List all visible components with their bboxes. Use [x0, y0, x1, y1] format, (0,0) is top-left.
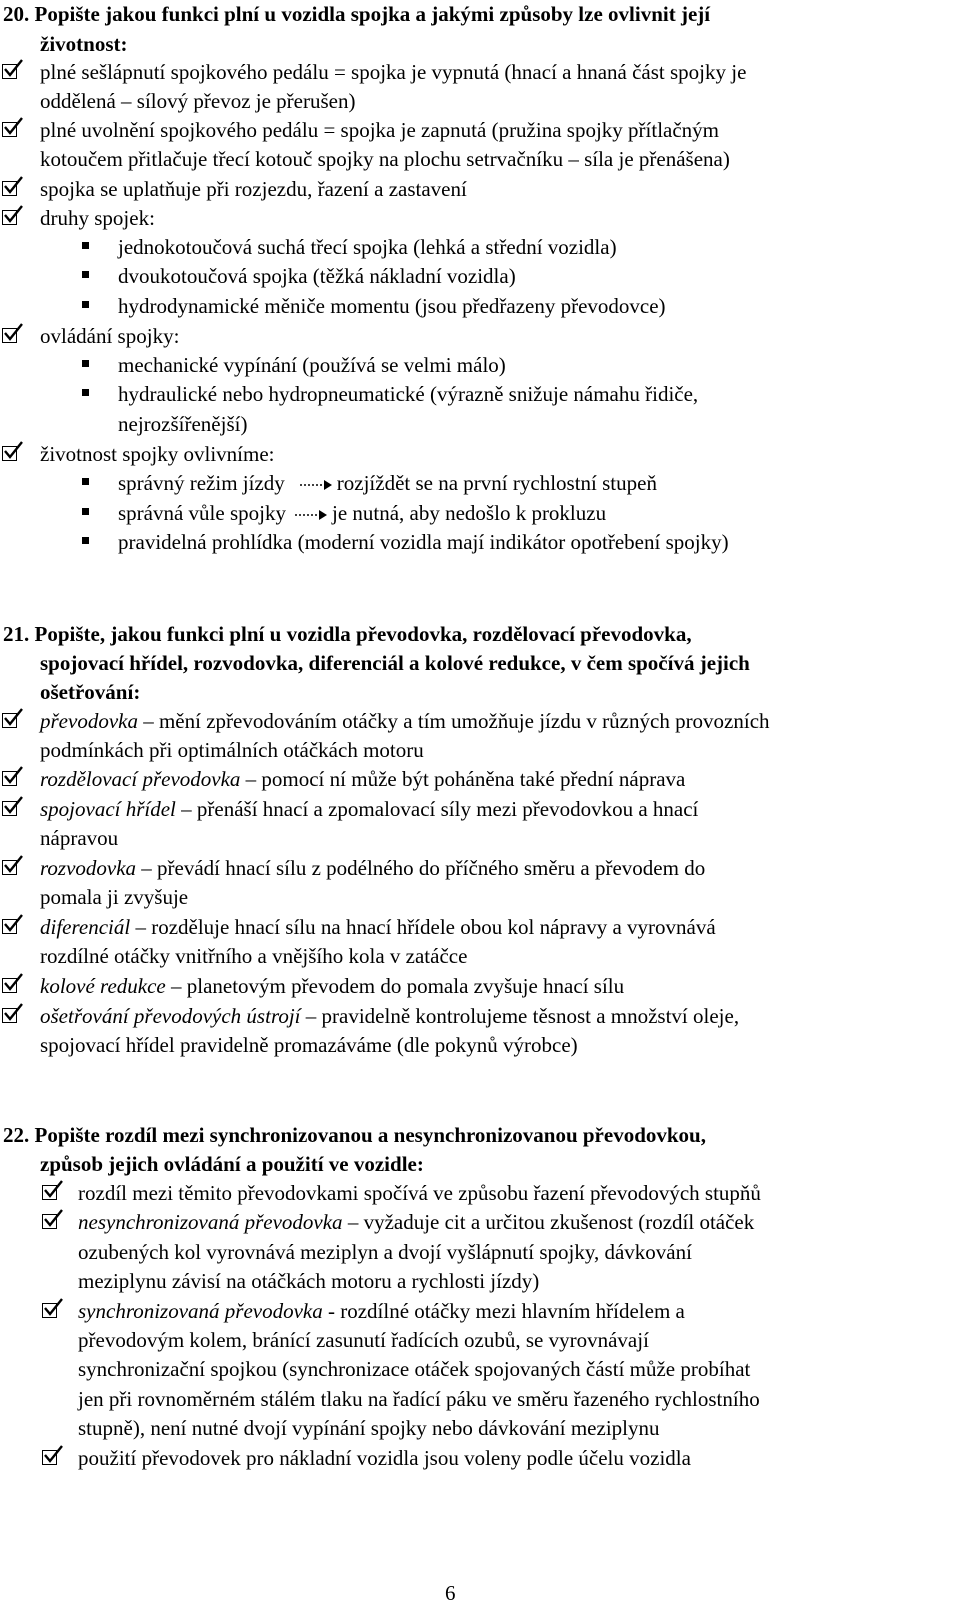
list-item: použití převodovek pro nákladní vozidla jsou voleny podle účelu vozidla [78, 1446, 691, 1470]
sub-list-item: hydraulické nebo hydropneumatické (výrazně snižuje námahu řidiče, [118, 382, 699, 406]
definition: – rozděluje hnací sílu na hnací hřídele obou kol nápravy a vyrovnává [130, 915, 716, 939]
list-item [40, 764, 685, 794]
list-item-continuation: synchronizační spojkou (synchronizace otáček spojovaných částí může probíhat [78, 1357, 751, 1381]
page-number: 6 [445, 1581, 456, 1605]
checked-box-icon [2, 1008, 17, 1023]
sub-list-item [118, 468, 657, 498]
list-item [40, 706, 770, 736]
checked-box-icon [2, 446, 17, 461]
list-item [78, 1296, 685, 1326]
square-bullet-icon [82, 537, 89, 544]
dotted-arrow-icon [299, 478, 333, 492]
checked-box-icon [42, 1450, 57, 1465]
term: nesynchronizovaná převodovka [78, 1210, 343, 1234]
sub-list-item: dvoukotoučová spojka (těžká nákladní vozidla) [118, 264, 516, 288]
sub-list-item-continuation: nejrozšířenější) [118, 412, 248, 436]
sub-list-item-label: správná vůle spojky [118, 501, 286, 525]
sub-list-item-result: rozjíždět se na první rychlostní stupeň [336, 471, 657, 495]
definition: – převádí hnací sílu z podélného do příčného směru a převodem do [136, 856, 706, 880]
q22-title-line1: 22. Popište rozdíl mezi synchronizovanou a nesynchronizovanou převodovkou, [3, 1123, 706, 1147]
square-bullet-icon [82, 242, 89, 249]
q21-title-line1: 21. Popište, jakou funkci plní u vozidla převodovka, rozdělovací převodovka, [3, 622, 692, 646]
sub-list-item [118, 498, 606, 528]
list-item: spojka se uplatňuje při rozjezdu, řazení a zastavení [40, 177, 467, 201]
list-item-continuation: jen při rovnoměrném stálém tlaku na řadící páku ve směru řazeného rychlostního [78, 1387, 760, 1411]
list-item-continuation: nápravou [40, 826, 119, 850]
sub-list-item: mechanické vypínání (používá se velmi málo) [118, 353, 506, 377]
definition: – přenáší hnací a zpomalovací síly mezi převodovkou a hnací [175, 797, 699, 821]
sub-list-item-result: je nutná, aby nedošlo k prokluzu [331, 501, 607, 525]
list-item-continuation: pomala ji zvyšuje [40, 885, 189, 909]
square-bullet-icon [82, 271, 89, 278]
list-item [40, 794, 698, 824]
definition: – vyžaduje cit a určitou zkušenost (rozdíl otáček [342, 1210, 755, 1234]
definition: – planetovým převodem do pomala zvyšuje hnací sílu [165, 974, 625, 998]
checked-box-icon [2, 978, 17, 993]
checked-box-icon [2, 713, 17, 728]
sub-list-item: jednokotoučová suchá třecí spojka (lehká a střední vozidla) [118, 235, 617, 259]
sub-list-item: pravidelná prohlídka (moderní vozidla mají indikátor opotřebení spojky) [118, 530, 729, 554]
list-item-continuation: podmínkách při optimálních otáčkách motoru [40, 738, 424, 762]
q21-title-line3: ošetřování: [40, 680, 141, 704]
term: spojovací hřídel [40, 797, 176, 821]
checked-box-icon [2, 771, 17, 786]
checked-box-icon [2, 64, 17, 79]
checked-box-icon [42, 1214, 57, 1229]
square-bullet-icon [82, 301, 89, 308]
checked-box-icon [2, 860, 17, 875]
list-item-continuation: převodovým kolem, bránící zasunutí řadících ozubů, se vyrovnávají [78, 1328, 649, 1352]
term: diferenciál [40, 915, 131, 939]
checked-box-icon [2, 122, 17, 137]
list-item: životnost spojky ovlivníme: [40, 442, 275, 466]
term: ošetřování převodových ústrojí [40, 1004, 301, 1028]
checked-box-icon [2, 328, 17, 343]
list-item [40, 971, 624, 1001]
term: rozdělovací převodovka [40, 767, 241, 791]
checked-box-icon [42, 1185, 57, 1200]
checked-box-icon [42, 1303, 57, 1318]
list-item-continuation: meziplynu závisí na otáčkách motoru a rychlosti jízdy) [78, 1269, 540, 1293]
square-bullet-icon [82, 508, 89, 515]
list-item-continuation: stupně), není nutné dvojí vypínání spojky nebo dávkování meziplynu [78, 1416, 660, 1440]
checked-box-icon [2, 181, 17, 196]
term: rozvodovka [40, 856, 137, 880]
definition: - rozdílné otáčky mezi hlavním hřídelem a [322, 1299, 685, 1323]
q22-title-line2: způsob jejich ovládání a použití ve vozidle: [40, 1152, 424, 1176]
definition: – pomocí ní může být poháněna také přední náprava [240, 767, 686, 791]
checked-box-icon [2, 801, 17, 816]
checked-box-icon [2, 210, 17, 225]
list-item: plné uvolnění spojkového pedálu = spojka je zapnutá (pružina spojky přítlačným [40, 118, 720, 142]
square-bullet-icon [82, 389, 89, 396]
q21-title-line2: spojovací hřídel, rozvodovka, diferenciál a kolové redukce, v čem spočívá jejich [40, 651, 750, 675]
term: převodovka [40, 709, 138, 733]
q20-title-line2: životnost: [40, 32, 128, 56]
list-item: rozdíl mezi těmito převodovkami spočívá ve způsobu řazení převodových stupňů [78, 1181, 761, 1205]
definition: – pravidelně kontrolujeme těsnost a množství oleje, [300, 1004, 740, 1028]
checked-box-icon [2, 919, 17, 934]
list-item [40, 853, 705, 883]
list-item-continuation: spojovací hřídel pravidelně promazáváme (dle pokynů výrobce) [40, 1033, 578, 1057]
sub-list-item-label: správný režim jízdy [118, 471, 285, 495]
list-item-continuation: oddělená – sílový převoz je přerušen) [40, 89, 356, 113]
term: synchronizovaná převodovka [78, 1299, 323, 1323]
square-bullet-icon [82, 360, 89, 367]
list-item: ovládání spojky: [40, 324, 180, 348]
list-item [78, 1207, 754, 1237]
list-item: druhy spojek: [40, 206, 155, 230]
dotted-arrow-icon [294, 508, 328, 522]
square-bullet-icon [82, 478, 89, 485]
sub-list-item: hydrodynamické měniče momentu (jsou předřazeny převodovce) [118, 294, 666, 318]
list-item-continuation: rozdílné otáčky vnitřního a vnějšího kola v zatáčce [40, 944, 468, 968]
definition: – mění zpřevodováním otáčky a tím umožňuje jízdu v různých provozních [137, 709, 770, 733]
list-item-continuation: ozubených kol vyrovnává meziplyn a dvojí vyšlápnutí spojky, dávkování [78, 1240, 692, 1264]
list-item [40, 1001, 739, 1031]
list-item: plné sešlápnutí spojkového pedálu = spojka je vypnutá (hnací a hnaná část spojky je [40, 60, 747, 84]
q20-title-line1: 20. Popište jakou funkci plní u vozidla spojka a jakými způsoby lze ovlivnit její [3, 2, 711, 26]
list-item-continuation: kotoučem přitlačuje třecí kotouč spojky na plochu setrvačníku – síla je přenášena) [40, 147, 730, 171]
term: kolové redukce [40, 974, 166, 998]
list-item [40, 912, 716, 942]
